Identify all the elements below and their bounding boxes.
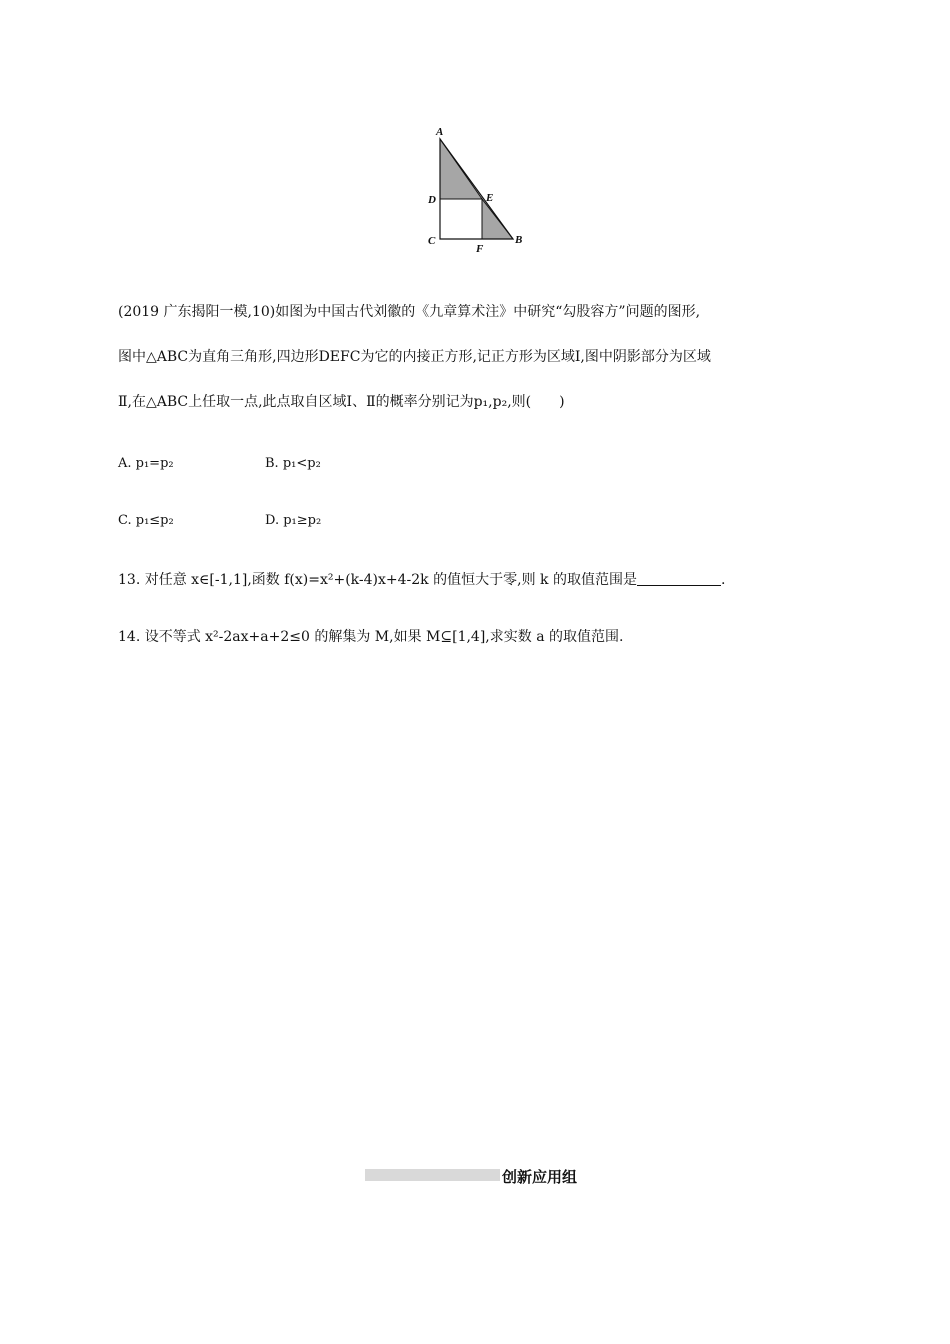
question-12-line-3: Ⅱ,在△ABC上任取一点,此点取自区域Ⅰ、Ⅱ的概率分别记为p₁,p₂,则( ) xyxy=(118,394,565,410)
label-e: E xyxy=(486,192,494,204)
label-a: A xyxy=(436,126,444,138)
label-d: D xyxy=(428,194,436,206)
question-12-stem xyxy=(118,290,838,425)
question-13-text: 13. 对任意 x∈[-1,1],函数 f(x)=x²+(k-4)x+4-2k 的值恒大于零,则 k 的取值范围是 xyxy=(118,572,637,588)
question-13 xyxy=(118,569,725,589)
option-c: C. p₁≤p₂ xyxy=(118,513,174,528)
option-b: B. p₁<p₂ xyxy=(265,456,321,471)
section-bar xyxy=(365,1169,500,1181)
question-14: 14. 设不等式 x²-2ax+a+2≤0 的解集为 M,如果 M⊆[1,4],求实数 a 的取值范围. xyxy=(118,629,624,645)
answer-blank[interactable] xyxy=(637,571,721,586)
section-title: 创新应用组 xyxy=(502,1168,578,1186)
geometry-figure xyxy=(420,118,530,258)
inscribed-square xyxy=(440,199,482,239)
option-d: D. p₁≥p₂ xyxy=(265,513,322,528)
option-a: A. p₁=p₂ xyxy=(118,456,174,471)
label-c: C xyxy=(428,235,436,247)
question-13-end: . xyxy=(720,572,726,588)
question-12-line-1: (2019 广东揭阳一模,10)如图为中国古代刘徽的《九章算术注》中研究“勾股容方”问题的图形, xyxy=(118,304,701,320)
label-b: B xyxy=(515,234,523,246)
question-12-line-2: 图中△ABC为直角三角形,四边形DEFC为它的内接正方形,记正方形为区域Ⅰ,图中阴影部分为区域 xyxy=(118,349,711,365)
label-f: F xyxy=(476,243,484,255)
